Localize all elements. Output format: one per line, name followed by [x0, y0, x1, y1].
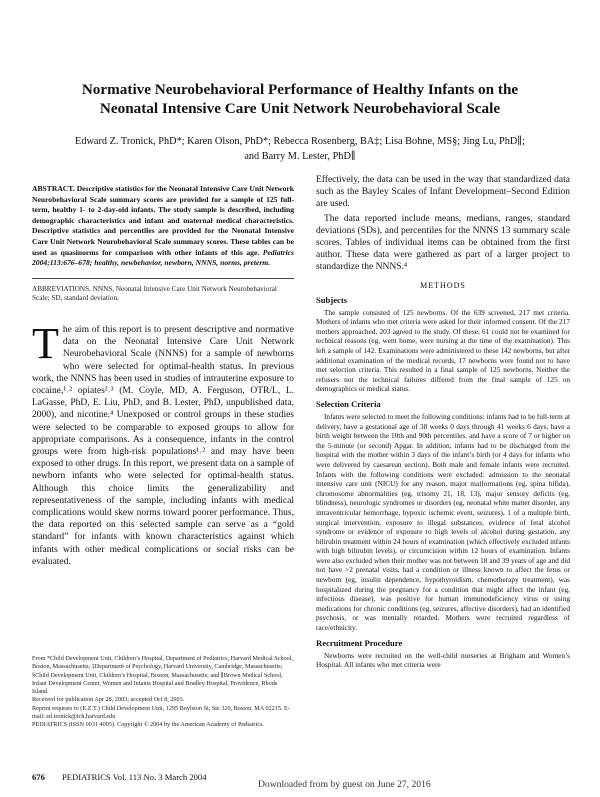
abstract — [32, 184, 294, 269]
right-intro — [316, 174, 570, 274]
abstract-text: Descriptive statistics for the Neonatal Intensive Care Unit Network Neurobehavioral Scale summary scores are provided for a sample of 125 full-term, healthy 1- to 2-day-old infants. The study sample is described, including demographic characteristics and infant and maternal medical characteristics. Descriptive statistics and percentiles are provided for the Neonatal Intensive Care Unit Network Neurobehavioral Scale summary scores. These tables can be used as quasinorms for comparison with other infants of this age. — [32, 184, 294, 257]
title-line-1: Normative Neurobehavioral Performance of Healthy Infants on the — [81, 81, 519, 98]
left-column — [32, 184, 294, 568]
selection-criteria-text: Infants were selected to meet the following conditions: infants had to be full-term at delivery, have a gestational age of 38 weeks 0 days through 41 weeks 6 days, have a birth weight between the 10th and 90th percentiles, and have a score of 7 or higher on the 5-minute (or second) Apgar. In addition, infants had to be discharged from the hospital with the mother within 3 days of the infant’s birth (or 4 days for infants who were delivered by caesarean section). Both male and female infants were recruited. Infants with the following conditions were excluded: admission to the neonatal intensive care unit (NICU) for any reason, major malformations (eg, spina bifida), chromosome abnormalities (eg, trisomy 21, 18, 13), major sensory deficits (eg, blindness), neurologic syndromes or disorders (eg, neonatal white matter disorder, any intraventricular hemorrhage, hypoxic ischemic event, seizures), 1 of a multiple birth, surgical intervention, exposure to illegal substances, evidence of fetal alcohol syndrome or evidence of exposure to high levels of alcohol during gestation, any bilirubin treatment within 24 hours of examination (which effectively excluded infants with high bilirubin levels), or circumcision within 12 hours of examination. Infants were also excluded when their mother was not between 18 and 39 years of age and did not have >2 prenatal visits, had a condition or illness known to affect the fetus or newborn (eg, insulin dependence, hypothyroidism, chemotherapy treatment), was hospitalized during the pregnancy for a condition that might affect the infant (eg, infectious disease), was positive for human immunodeficiency virus or using medications for chronic conditions (eg, seizures, affective disorders), had an identified psychosis, or was mentally retarded. Mothers were recruited regardless of race/ethnicity. — [316, 411, 570, 633]
subjects-text: The sample consisted of 125 newborns. Of the 639 screened, 217 met criteria. Mothers of infants who met criteria were asked for their informed consent. Of the 217 mothers approached, 203 agreed to the study. Of these, 61 could not be examined for technical reasons (eg, went home, were nursing at the time of the examination). This left a sample of 142. Examinations were administered to these 142 newborns, but after additional examination of the medical records, 17 newborns were found not to have met selection criteria. This resulted in a final sample of 125 newborns. Neither the refusers nor the technical failures differed from the final sample of 125 on demographics or medical status. — [316, 307, 570, 394]
footnote-reprints: Reprint requests to (E.Z.T.) Child Development Unit, 1295 Boylston St, Ste 320, Boston, MA 02215. E-mail: ed.tronick@tch.harvard.edu — [32, 704, 290, 721]
author-list — [40, 134, 560, 164]
selection-criteria-heading: Selection Criteria — [316, 398, 381, 409]
right-column — [316, 174, 570, 670]
recruitment-heading: Recruitment Procedure — [316, 637, 403, 648]
drop-cap: T — [32, 318, 59, 368]
subjects-heading: Subjects — [316, 294, 348, 305]
download-notice: Downloaded from by guest on June 27, 2016 — [258, 779, 431, 790]
article-title — [40, 80, 560, 118]
right-intro-paragraph-2: The data reported include means, medians, ranges, standard deviations (SDs), and percentiles for the NNNS 13 summary scale scores. Tables of individual items can be obtained from the first author. These data were gathered as part of a larger project to standardize the NNNS.⁴ — [316, 213, 570, 273]
abstract-label: ABSTRACT. — [32, 184, 75, 193]
abstract-citation: Pediatrics 2004;113:676–678; — [32, 247, 295, 268]
footnote-copyright: PEDIATRICS (ISSN 0031 4005). Copyright © 2004 by the American Academy of Pediatrics. — [32, 721, 264, 729]
recruitment-text: Newborns were recruited on the well-child nurseries at Brigham and Women’s Hospital. All infants who met criteria were — [316, 650, 570, 670]
page-number: 676 — [32, 772, 45, 782]
recruitment-section — [316, 651, 570, 670]
abstract-keywords: healthy, newbehavior, newborn, NNNS, norms, preterm. — [94, 258, 271, 268]
abstract-divider — [32, 278, 294, 279]
introduction — [32, 318, 294, 568]
title-line-2: Neonatal Intensive Care Unit Network Neurobehavioral Scale — [99, 100, 501, 117]
right-intro-paragraph-1: Effectively, the data can be used in the way that standardized data such as the Bayley Scales of Infant Development–Second Edition are used. — [316, 175, 570, 210]
selection-criteria-section — [316, 412, 570, 633]
footnote-affiliations: From *Child Development Unit, Children’s Hospital, Department of Pediatrics, Harvard Medical School, Boston, Massachusetts; ‡Department of Psychology, Harvard University, Cambridge, Massachusetts; §Child Development Unit, Children’s Hospital, Boston, Massachusetts; and ∥Brown Medical School, Infant Development Center, Women and Infants Hospital and Bradley Hospital, Providence, Rhode Island. — [32, 655, 294, 696]
affiliation-footnotes — [32, 655, 294, 730]
abbreviations: ABBREVIATIONS. NNNS, Neonatal Intensive Care Unit Network Neurobehavioral Scale; SD, standard deviation. — [32, 284, 277, 303]
footnote-received: Received for publication Apr 28, 2003; accepted Oct 8, 2003. — [32, 696, 185, 704]
methods-heading: METHODS — [420, 280, 466, 290]
journal-citation: PEDIATRICS Vol. 113 No. 3 March 2004 — [62, 772, 207, 782]
authors-line-1: Edward Z. Tronick, PhD*; Karen Olson, PhD*; Rebecca Rosenberg, BA‡; Lisa Bohne, MS§; Jing Lu, PhD∥; — [75, 136, 525, 147]
introduction-text: he aim of this report is to present descriptive and normative data on the Neonatal Intensive Care Unit Network Neurobehavioral Scale (NNNS) for a sample of newborns who were selected for optimal-health status. In previous work, the NNNS has been used in studies of intrauterine exposure to cocaine,¹˒² opiates²˒³ (M. Coyle, MD, A. Ferguson, OTR/L, L. LaGasse, PhD, E. Liu, PhD, and B. Lester, PhD, unpublished data, 2000), and nicotine.⁴ Unexposed or control groups in these studies were selected to be comparable to exposed groups to allow for appropriate comparisons. As a consequence, infants in the control groups were from high-risk populations¹˒² and may have been exposed to other drugs. In this report, we present data on a sample of newborn infants who were selected for optimal-health status. Although this choice limits the generalizability and representativeness of the sample, including infants with medical complications would skew norms toward poorer performance. Thus, the data reported on this selected sample can serve as a “gold standard” for infants with known characteristics against which infants with other medical complications or social risks can be evaluated. — [32, 324, 294, 567]
subjects-section — [316, 308, 570, 394]
authors-line-2: and Barry M. Lester, PhD∥ — [244, 151, 356, 162]
